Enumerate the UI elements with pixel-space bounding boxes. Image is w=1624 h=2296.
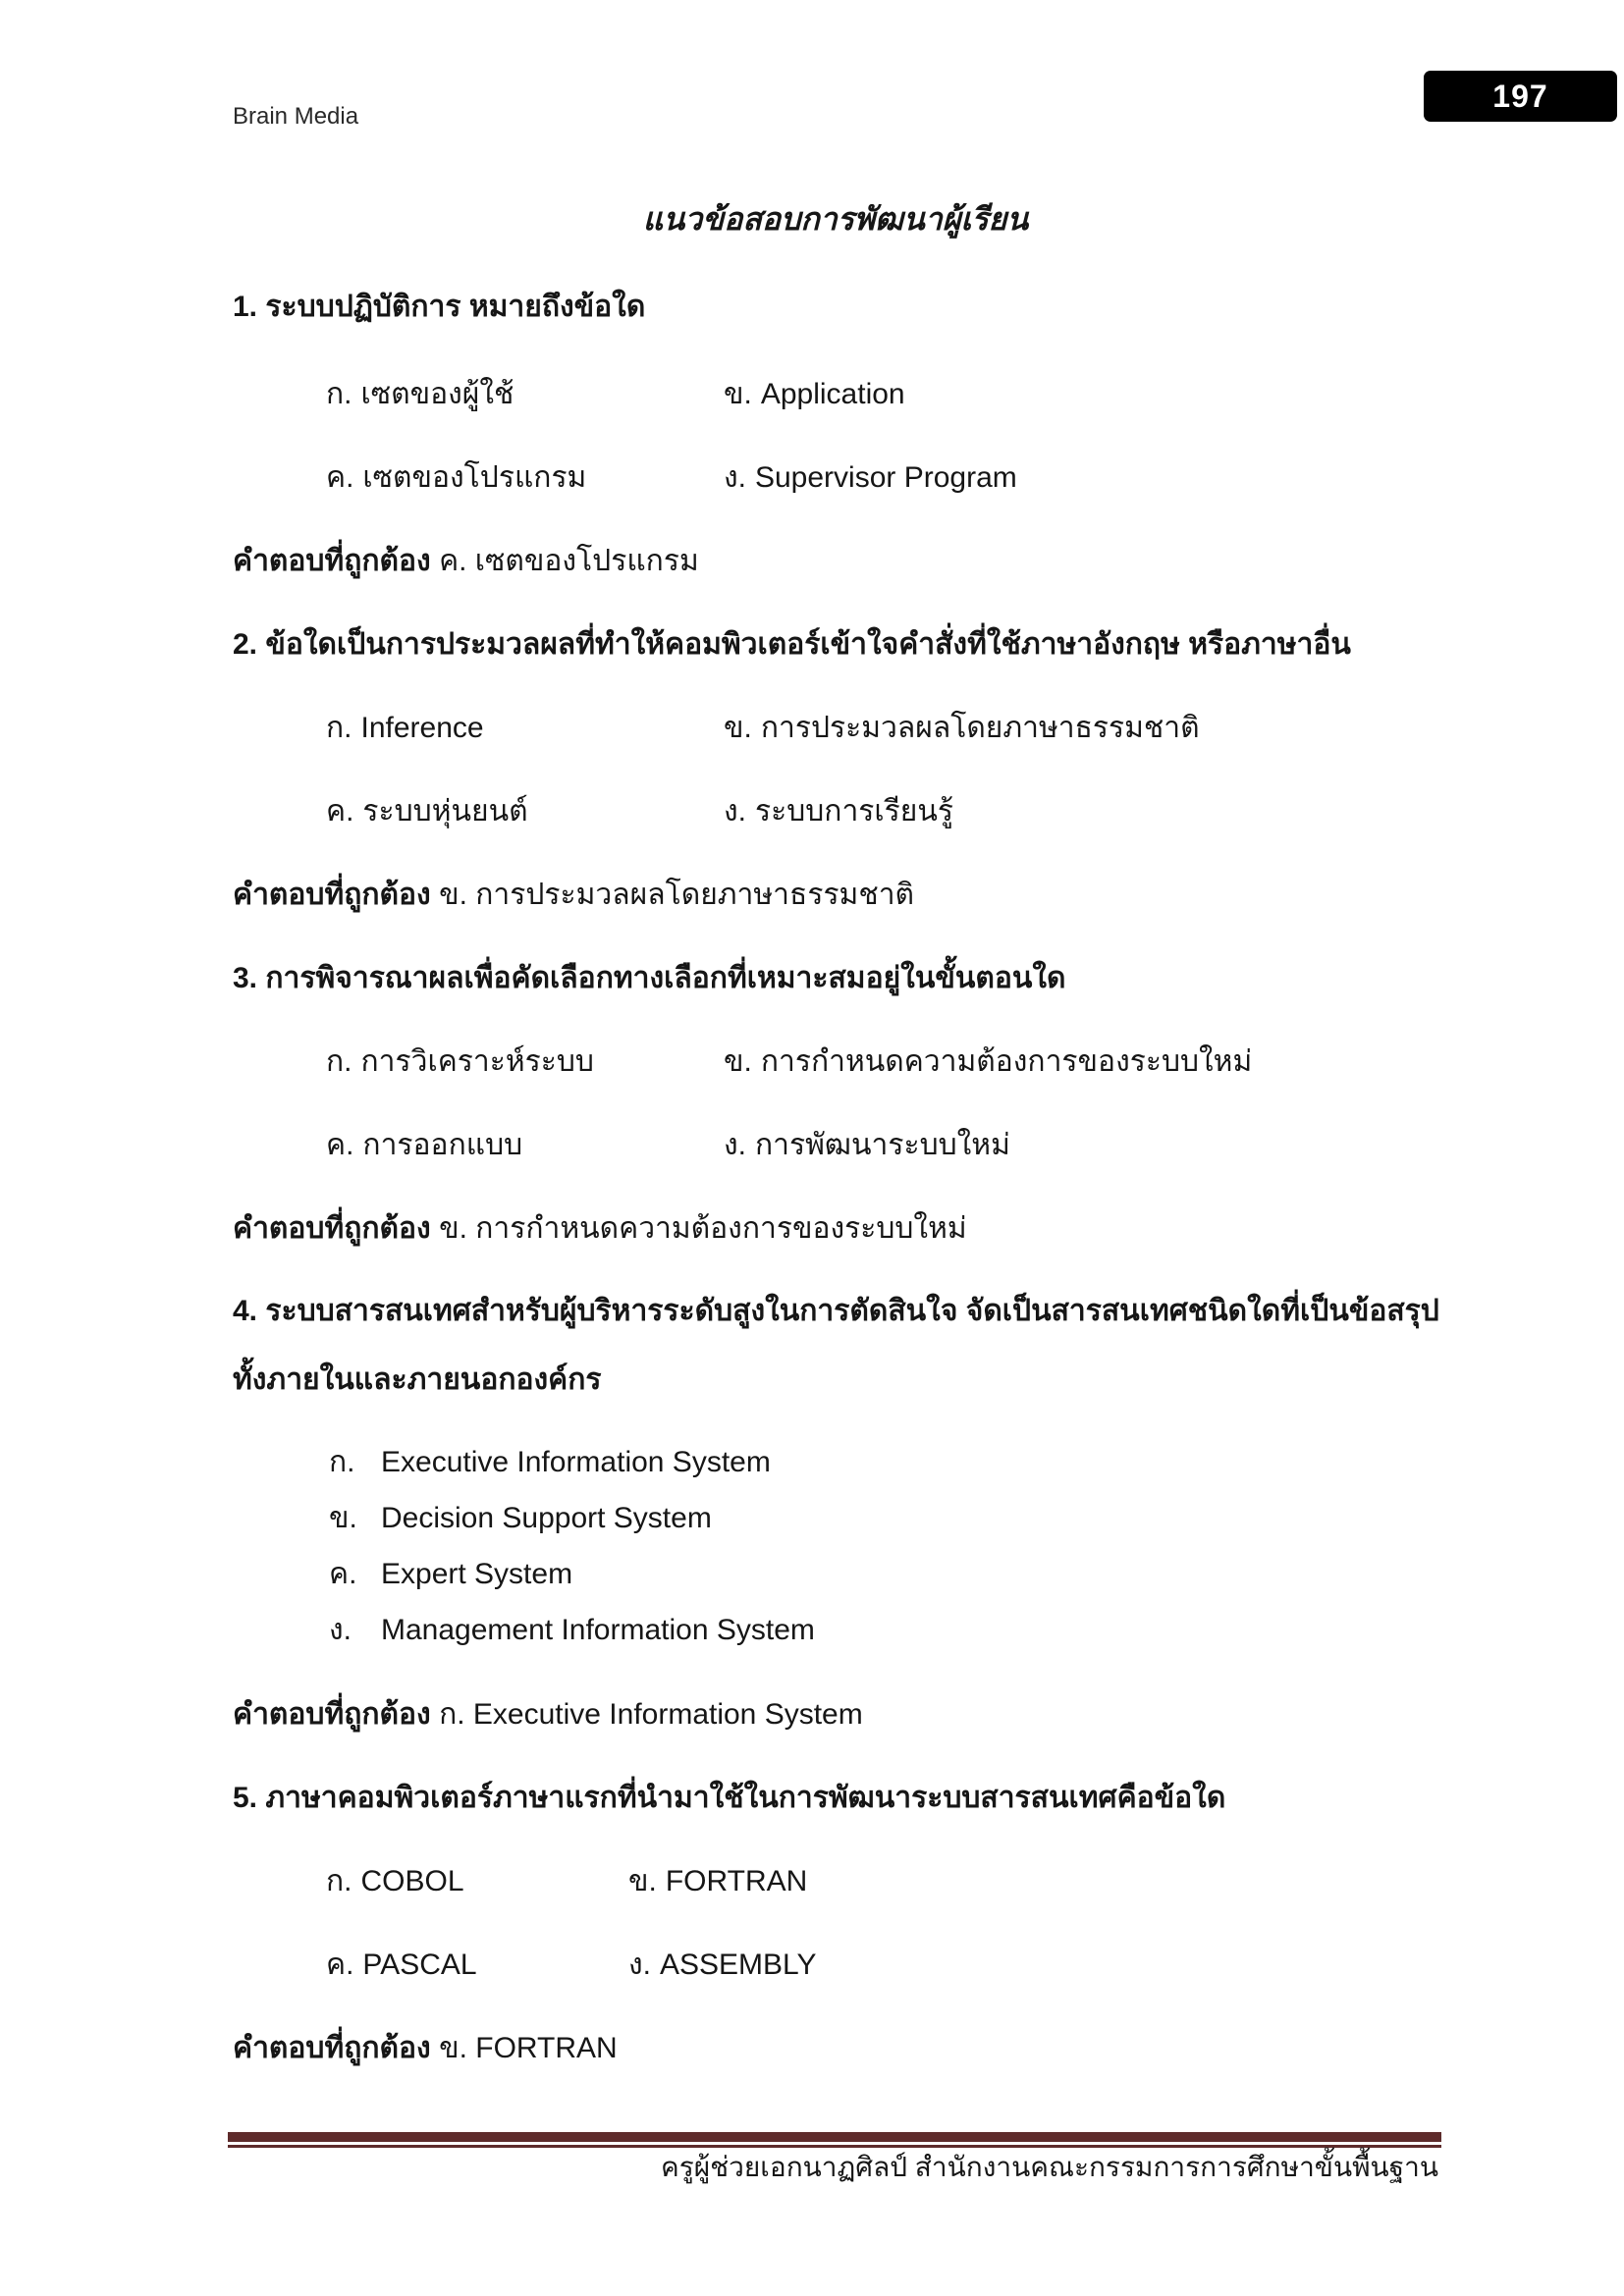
option-text: ระบบหุ่นยนต์ — [362, 795, 528, 828]
option-b — [628, 1861, 807, 1902]
option-d — [628, 1945, 817, 1986]
option-label: ง. — [329, 1614, 352, 1646]
option-a — [326, 374, 724, 415]
option-label: ค. — [329, 1558, 357, 1590]
option-label: ง. — [724, 1129, 746, 1161]
option-text: Expert System — [381, 1558, 573, 1590]
option-text: การประมวลผลโดยภาษาธรรมชาติ — [760, 712, 1200, 744]
answer-2 — [233, 875, 914, 916]
question-2-options-row-2 — [326, 791, 953, 832]
question-2 — [233, 624, 1351, 666]
option-label: ง. — [724, 795, 746, 828]
page-title: แนวข้อสอบการพัฒนาผู้เรียน — [642, 201, 1029, 237]
option-label: ก. — [326, 1865, 352, 1897]
question-number: 2. — [233, 628, 258, 661]
footer-rule — [228, 2132, 1441, 2148]
question-text: ข้อใดเป็นการประมวลผลที่ทำให้คอมพิวเตอร์เข้าใจคำสั่งที่ใช้ภาษาอังกฤษ หรือภาษาอื่น — [265, 628, 1351, 661]
question-3-options-row-1 — [326, 1041, 1252, 1083]
option-text: Management Information System — [381, 1614, 815, 1646]
option-label: ง. — [724, 461, 746, 494]
option-text: การกำหนดความต้องการของระบบใหม่ — [760, 1045, 1253, 1078]
option-text: Executive Information System — [381, 1446, 771, 1478]
option-text: การวิเคราะห์ระบบ — [360, 1045, 594, 1078]
brand-label: Brain Media — [233, 103, 359, 130]
option-text: ระบบการเรียนรู้ — [754, 795, 953, 828]
page-number-badge — [1424, 71, 1617, 122]
question-4 — [233, 1277, 1455, 1415]
option-text: ASSEMBLY — [659, 1949, 817, 1981]
question-text: การพิจารณาผลเพื่อคัดเลือกทางเลือกที่เหมาะสมอยู่ในขั้นตอนใด — [265, 962, 1066, 994]
option-text: Inference — [360, 712, 484, 744]
answer-label: คำตอบที่ถูกต้อง — [233, 1212, 431, 1245]
question-1-options-row-2 — [326, 457, 1017, 499]
option-label: ค. — [326, 1949, 354, 1981]
question-number: 3. — [233, 962, 258, 994]
option-label: ก. — [329, 1446, 355, 1478]
option-label: ข. — [724, 378, 752, 410]
option-text: Application — [760, 378, 905, 410]
question-5-options-row-2 — [326, 1945, 817, 1986]
option-d — [724, 791, 953, 832]
option-label: ข. — [329, 1502, 357, 1534]
option-label: ก. — [326, 378, 352, 410]
answer-label: คำตอบที่ถูกต้อง — [233, 1698, 431, 1731]
page-number: 197 — [1492, 78, 1548, 114]
option-d — [724, 1125, 1010, 1166]
question-text: ระบบปฏิบัติการ หมายถึงข้อใด — [265, 291, 646, 323]
option-d — [724, 457, 1017, 499]
option-label: ก. — [326, 712, 352, 744]
question-1-options-row-1 — [326, 374, 905, 415]
option-b — [724, 708, 1200, 749]
question-5 — [233, 1778, 1225, 1819]
option-label: ข. — [724, 712, 752, 744]
question-text: ระบบสารสนเทศสำหรับผู้บริหารระดับสูงในการตัดสินใจ จัดเป็นสารสนเทศชนิดใดที่เป็นข้อสรุป ทั้งภายในและภายนอกองค์กร — [233, 1295, 1439, 1396]
option-text: การออกแบบ — [362, 1129, 523, 1161]
question-3 — [233, 958, 1066, 999]
question-4-option-d — [329, 1610, 815, 1651]
option-label: ค. — [326, 461, 354, 494]
answer-value: ข. การกำหนดความต้องการของระบบใหม่ — [439, 1212, 967, 1245]
answer-3 — [233, 1208, 967, 1250]
option-c — [326, 1945, 628, 1986]
option-text: FORTRAN — [665, 1865, 808, 1897]
answer-label: คำตอบที่ถูกต้อง — [233, 2032, 431, 2064]
option-text: เซตของผู้ใช้ — [360, 378, 514, 410]
answer-value: ข. การประมวลผลโดยภาษาธรรมชาติ — [439, 879, 915, 911]
option-text: เซตของโปรแกรม — [362, 461, 587, 494]
option-label: ค. — [326, 1129, 354, 1161]
option-a — [326, 1041, 724, 1083]
question-number: 4. — [233, 1295, 258, 1327]
option-c — [326, 1125, 724, 1166]
option-text: COBOL — [360, 1865, 464, 1897]
option-b — [724, 1041, 1252, 1083]
option-label: ข. — [724, 1045, 752, 1078]
option-c — [326, 457, 724, 499]
question-4-option-c — [329, 1554, 572, 1595]
option-c — [326, 791, 724, 832]
question-2-options-row-1 — [326, 708, 1200, 749]
answer-5 — [233, 2028, 618, 2069]
option-text: การพัฒนาระบบใหม่ — [754, 1129, 1010, 1161]
option-a — [326, 708, 724, 749]
option-text: PASCAL — [362, 1949, 477, 1981]
option-text: Supervisor Program — [754, 461, 1017, 494]
question-4-option-a — [329, 1442, 771, 1483]
option-label: ก. — [326, 1045, 352, 1078]
answer-1 — [233, 541, 699, 582]
question-number: 5. — [233, 1782, 258, 1814]
footer-credit: ครูผู้ช่วยเอกนาฏศิลป์ สำนักงานคณะกรรมการการศึกษาขั้นพื้นฐาน — [661, 2152, 1438, 2182]
option-label: ง. — [628, 1949, 651, 1981]
option-b — [724, 374, 905, 415]
question-text: ภาษาคอมพิวเตอร์ภาษาแรกที่นำมาใช้ในการพัฒนาระบบสารสนเทศคือข้อใด — [265, 1782, 1226, 1814]
option-label: ค. — [326, 795, 354, 828]
question-1 — [233, 287, 645, 328]
option-label: ข. — [628, 1865, 657, 1897]
option-text: Decision Support System — [381, 1502, 712, 1534]
answer-value: ก. Executive Information System — [439, 1698, 863, 1731]
answer-label: คำตอบที่ถูกต้อง — [233, 879, 431, 911]
answer-4 — [233, 1694, 863, 1735]
question-number: 1. — [233, 291, 258, 323]
answer-label: คำตอบที่ถูกต้อง — [233, 545, 431, 577]
question-3-options-row-2 — [326, 1125, 1010, 1166]
answer-value: ค. เซตของโปรแกรม — [439, 545, 699, 577]
answer-value: ข. FORTRAN — [439, 2032, 618, 2064]
option-a — [326, 1861, 628, 1902]
question-4-option-b — [329, 1498, 712, 1539]
question-5-options-row-1 — [326, 1861, 807, 1902]
